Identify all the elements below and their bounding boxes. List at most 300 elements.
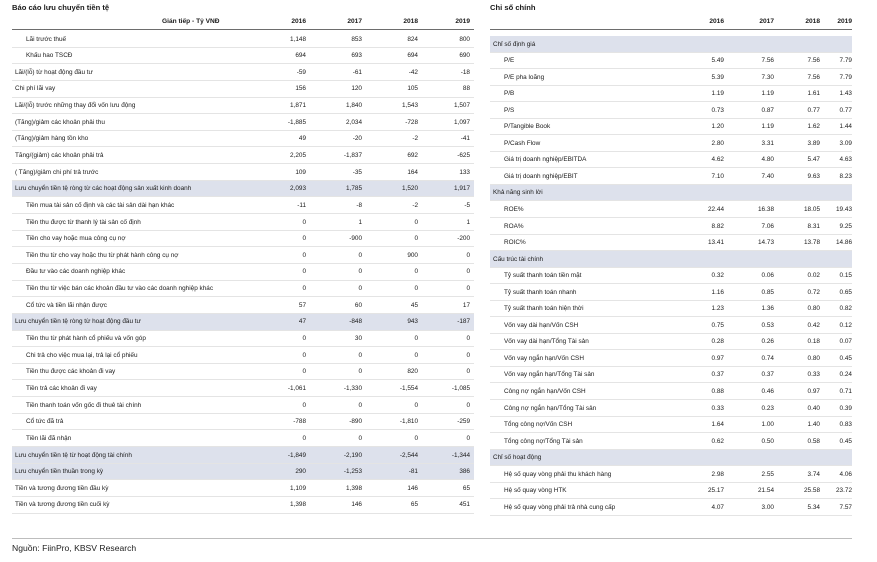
cashflow-cell-2016: 109: [295, 168, 306, 176]
ratio-cell-2016: 1.16: [711, 288, 724, 296]
cashflow-row-label: ( Tăng)/giảm chi phí trả trước: [15, 168, 99, 176]
cashflow-section-row: [12, 447, 474, 464]
cashflow-section-row: [12, 464, 474, 481]
cashflow-cell-2019: -259: [457, 418, 470, 426]
cashflow-cell-2017: 60: [354, 301, 362, 309]
cashflow-cell-2018: -42: [408, 68, 418, 76]
cashflow-cell-2017: 2,034: [346, 118, 362, 126]
cashflow-cell-2017: 0: [358, 285, 362, 293]
ratio-cell-2017: 1.19: [761, 123, 774, 131]
ratio-cell-2018: 13.78: [804, 239, 820, 247]
cashflow-cell-2019: 0: [466, 268, 470, 276]
cashflow-row-label: Tăng/(giảm) các khoản phải trả: [15, 151, 104, 159]
cashflow-cell-2017: 853: [351, 35, 362, 43]
ratio-cell-2016: 2.98: [711, 470, 724, 478]
ratio-cell-2017: 0.46: [761, 387, 774, 395]
ratio-section-row: [490, 251, 852, 268]
ratio-row: [490, 400, 852, 417]
cashflow-cell-2018: -1,810: [399, 418, 418, 426]
ratio-row: [490, 466, 852, 483]
ratio-row-label: Hệ số quay vòng phải thu khách hàng: [504, 470, 612, 478]
ratio-cell-2016: 1.23: [711, 305, 724, 313]
cashflow-cell-2018: 0: [414, 285, 418, 293]
cashflow-cell-2017: 0: [358, 368, 362, 376]
cashflow-cell-2019: 800: [459, 35, 470, 43]
ratio-row-label: P/E: [504, 57, 515, 65]
ratio-cell-2018: 1.62: [807, 123, 820, 131]
source-divider: [12, 538, 852, 539]
cashflow-row-label: Lưu chuyển tiền tệ ròng từ các hoạt động sản xuất kinh doanh: [15, 185, 192, 193]
cashflow-cell-2016: 156: [295, 85, 306, 93]
ratio-cell-2017: 3.00: [761, 503, 774, 511]
ratio-cell-2016: 8.82: [711, 222, 724, 230]
ratio-cell-2019: 0.39: [839, 404, 852, 412]
cashflow-cell-2016: 290: [295, 468, 306, 476]
ratios-rows: [490, 36, 852, 516]
ratio-cell-2018: 3.74: [807, 470, 820, 478]
ratio-cell-2017: 7.56: [761, 57, 774, 65]
cashflow-cell-2016: 2,093: [290, 185, 306, 193]
cashflow-row: [12, 114, 474, 131]
cashflow-cell-2017: 693: [351, 52, 362, 60]
ratio-row-label: P/S: [504, 106, 515, 114]
cashflow-header-label: Gián tiếp - Tỷ VNĐ: [162, 18, 220, 25]
ratio-cell-2018: 1.61: [807, 90, 820, 98]
cashflow-cell-2019: -18: [460, 68, 470, 76]
ratio-cell-2017: 4.80: [761, 156, 774, 164]
cashflow-cell-2018: -2: [412, 135, 418, 143]
ratio-row: [490, 201, 852, 218]
ratio-row-label: Công nợ ngắn hạn/Tổng Tài sản: [504, 404, 597, 412]
cashflow-row-label: Tiền và tương đương tiền cuối kỳ: [15, 501, 110, 509]
ratio-cell-2019: 23.72: [836, 487, 852, 495]
ratio-row-label: Chỉ số hoạt động: [493, 454, 542, 462]
cashflow-row: [12, 147, 474, 164]
ratio-cell-2017: 3.31: [761, 139, 774, 147]
cashflow-row: [12, 197, 474, 214]
cashflow-row: [12, 164, 474, 181]
ratio-cell-2017: 0.23: [761, 404, 774, 412]
ratio-cell-2018: 7.56: [807, 73, 820, 81]
ratio-cell-2018: 25.58: [804, 487, 820, 495]
cashflow-row: [12, 347, 474, 364]
ratio-cell-2019: 3.09: [839, 139, 852, 147]
cashflow-cell-2016: -1,061: [287, 384, 306, 392]
cashflow-title: Báo cáo lưu chuyển tiền tệ: [12, 3, 110, 12]
cashflow-cell-2016: 0: [302, 335, 306, 343]
ratios-year-2016: 2016: [709, 18, 724, 25]
ratio-cell-2018: 1.40: [807, 421, 820, 429]
cashflow-cell-2017: 120: [351, 85, 362, 93]
cashflow-cell-2019: -5: [464, 201, 470, 209]
cashflow-cell-2019: 0: [466, 401, 470, 409]
ratio-row: [490, 433, 852, 450]
ratio-cell-2018: 0.42: [807, 321, 820, 329]
cashflow-row-label: (Tăng)/giảm hàng tồn kho: [15, 135, 89, 143]
cashflow-cell-2016: 0: [302, 401, 306, 409]
cashflow-cell-2019: 88: [462, 85, 470, 93]
cashflow-cell-2019: -1,085: [451, 384, 470, 392]
ratio-row-label: ROIC%: [504, 239, 526, 247]
cashflow-year-2017: 2017: [347, 18, 362, 25]
ratio-cell-2019: 7.79: [839, 57, 852, 65]
cashflow-row-label: Tiền thu từ việc bán các khoản đầu tư vào các doanh nghiệp khác: [26, 285, 214, 293]
cashflow-cell-2018: 820: [407, 368, 418, 376]
cashflow-row-label: Tiền thu được từ thanh lý tài sản cố định: [26, 218, 141, 226]
cashflow-cell-2019: 0: [466, 434, 470, 442]
cashflow-row: [12, 48, 474, 65]
cashflow-cell-2018: -81: [408, 468, 418, 476]
ratio-row-label: ROA%: [504, 222, 524, 230]
ratio-cell-2019: 0.12: [839, 321, 852, 329]
ratio-cell-2016: 0.73: [711, 106, 724, 114]
cashflow-row-label: Chi trả cho việc mua lại, trả lại cổ phiếu: [26, 351, 138, 359]
ratio-row-label: Công nợ ngắn hạn/Vốn CSH: [504, 387, 586, 395]
cashflow-cell-2017: -848: [349, 318, 362, 326]
cashflow-row: [12, 231, 474, 248]
cashflow-cell-2016: 49: [298, 135, 306, 143]
cashflow-cell-2019: 1,507: [454, 102, 470, 110]
cashflow-cell-2018: 105: [407, 85, 418, 93]
cashflow-cell-2018: 65: [410, 501, 418, 509]
cashflow-cell-2016: 0: [302, 218, 306, 226]
ratio-row-label: P/Tangible Book: [504, 123, 551, 131]
cashflow-cell-2016: 1,398: [290, 501, 306, 509]
ratio-row: [490, 86, 852, 103]
cashflow-cell-2018: 694: [407, 52, 418, 60]
cashflow-cell-2018: 1,520: [402, 185, 418, 193]
cashflow-cell-2019: -625: [457, 151, 470, 159]
cashflow-cell-2017: 0: [358, 268, 362, 276]
ratio-cell-2016: 5.49: [711, 57, 724, 65]
cashflow-cell-2018: 45: [410, 301, 418, 309]
ratio-row: [490, 417, 852, 434]
cashflow-cell-2018: 824: [407, 35, 418, 43]
cashflow-cell-2019: -1,344: [451, 451, 470, 459]
ratio-row-label: Hệ số quay vòng HTK: [504, 487, 567, 495]
cashflow-cell-2018: -2,544: [399, 451, 418, 459]
cashflow-cell-2018: -1,554: [399, 384, 418, 392]
ratio-cell-2016: 1.20: [711, 123, 724, 131]
cashflow-cell-2017: -20: [352, 135, 362, 143]
cashflow-cell-2017: 1,840: [346, 102, 362, 110]
ratio-cell-2018: 8.31: [807, 222, 820, 230]
ratio-row-label: Tổng công nợ/Tổng Tài sản: [504, 437, 583, 445]
ratio-cell-2017: 7.40: [761, 172, 774, 180]
cashflow-cell-2016: 47: [298, 318, 306, 326]
ratio-row: [490, 268, 852, 285]
cashflow-row-label: Tiền và tương đương tiền đầu kỳ: [15, 484, 109, 492]
ratio-row-label: Hệ số quay vòng phải trả nhà cung cấp: [504, 503, 616, 511]
cashflow-cell-2016: 0: [302, 268, 306, 276]
cashflow-cell-2016: 0: [302, 251, 306, 259]
ratio-cell-2017: 1.19: [761, 90, 774, 98]
ratio-cell-2019: 0.71: [839, 387, 852, 395]
cashflow-row-label: Chi phí lãi vay: [15, 85, 56, 93]
ratio-cell-2017: 16.38: [758, 205, 774, 213]
ratio-cell-2016: 0.88: [711, 387, 724, 395]
ratio-cell-2016: 13.41: [708, 239, 724, 247]
ratio-cell-2016: 0.62: [711, 437, 724, 445]
cashflow-row: [12, 480, 474, 497]
cashflow-cell-2016: 57: [298, 301, 306, 309]
cashflow-cell-2016: 2,205: [290, 151, 306, 159]
cashflow-cell-2016: 1,109: [290, 484, 306, 492]
cashflow-row-label: Tiền cho vay hoặc mua công cụ nợ: [26, 235, 126, 243]
ratio-cell-2019: 8.23: [839, 172, 852, 180]
cashflow-cell-2016: -59: [296, 68, 306, 76]
ratio-cell-2017: 1.00: [761, 421, 774, 429]
cashflow-cell-2019: 0: [466, 368, 470, 376]
cashflow-cell-2016: -1,849: [287, 451, 306, 459]
cashflow-cell-2016: -788: [293, 418, 306, 426]
cashflow-cell-2016: 0: [302, 235, 306, 243]
cashflow-year-2018: 2018: [403, 18, 418, 25]
ratio-cell-2019: 4.63: [839, 156, 852, 164]
cashflow-cell-2019: 133: [459, 168, 470, 176]
cashflow-cell-2018: 0: [414, 434, 418, 442]
cashflow-cell-2019: -187: [457, 318, 470, 326]
ratio-cell-2018: 0.80: [807, 354, 820, 362]
cashflow-header: [12, 14, 474, 30]
cashflow-section-row: [12, 181, 474, 198]
ratio-row: [490, 284, 852, 301]
ratio-cell-2016: 0.33: [711, 404, 724, 412]
ratio-cell-2019: 0.83: [839, 421, 852, 429]
ratios-year-2017: 2017: [759, 18, 774, 25]
cashflow-row-label: Cổ tức đã trả: [26, 418, 64, 426]
cashflow-cell-2019: -41: [460, 135, 470, 143]
cashflow-year-2016: 2016: [291, 18, 306, 25]
cashflow-cell-2018: 0: [414, 335, 418, 343]
cashflow-cell-2018: 146: [407, 484, 418, 492]
cashflow-row-label: Tiền thu từ cho vay hoặc thu từ phát hành công cụ nợ: [26, 251, 179, 259]
ratio-cell-2019: 0.45: [839, 354, 852, 362]
ratio-row-label: Vốn vay ngắn hạn/Tổng Tài sản: [504, 371, 595, 379]
cashflow-cell-2017: -890: [349, 418, 362, 426]
cashflow-row-label: Lãi/(lỗ) trước những thay đổi vốn lưu động: [15, 102, 136, 110]
ratio-row: [490, 499, 852, 516]
cashflow-row: [12, 414, 474, 431]
cashflow-cell-2019: 451: [459, 501, 470, 509]
cashflow-row: [12, 64, 474, 81]
cashflow-row-label: Lưu chuyển tiền thuần trong kỳ: [15, 468, 104, 476]
ratio-row-label: Cấu trúc tài chính: [493, 255, 544, 263]
cashflow-row-label: Tiền thu được các khoản đi vay: [26, 368, 116, 376]
cashflow-row: [12, 131, 474, 148]
ratio-cell-2016: 22.44: [708, 205, 724, 213]
ratios-year-2019: 2019: [837, 18, 852, 25]
ratio-cell-2018: 0.33: [807, 371, 820, 379]
cashflow-cell-2017: -35: [352, 168, 362, 176]
ratio-row: [490, 235, 852, 252]
ratio-cell-2017: 7.30: [761, 73, 774, 81]
ratio-cell-2016: 7.10: [711, 172, 724, 180]
ratio-cell-2019: 14.86: [836, 239, 852, 247]
cashflow-cell-2016: 0: [302, 368, 306, 376]
cashflow-cell-2019: 1,917: [454, 185, 470, 193]
cashflow-cell-2017: 30: [354, 335, 362, 343]
ratio-row-label: Vốn vay dài hạn/Vốn CSH: [504, 321, 579, 329]
cashflow-row: [12, 497, 474, 514]
cashflow-row: [12, 397, 474, 414]
cashflow-cell-2016: 0: [302, 434, 306, 442]
cashflow-cell-2017: -1,837: [343, 151, 362, 159]
ratio-cell-2017: 0.50: [761, 437, 774, 445]
ratio-cell-2019: 0.24: [839, 371, 852, 379]
cashflow-cell-2018: -2: [412, 201, 418, 209]
ratio-cell-2018: 9.63: [807, 172, 820, 180]
cashflow-cell-2016: 694: [295, 52, 306, 60]
ratio-cell-2019: 0.65: [839, 288, 852, 296]
cashflow-row: [12, 331, 474, 348]
ratio-cell-2018: 0.72: [807, 288, 820, 296]
ratio-row-label: Giá trị doanh nghiệp/EBITDA: [504, 156, 587, 164]
ratio-cell-2017: 14.73: [758, 239, 774, 247]
cashflow-year-2019: 2019: [455, 18, 470, 25]
ratio-row: [490, 383, 852, 400]
ratio-cell-2017: 0.06: [761, 272, 774, 280]
ratio-row: [490, 367, 852, 384]
cashflow-cell-2017: -2,190: [343, 451, 362, 459]
cashflow-cell-2016: -1,885: [287, 118, 306, 126]
ratios-year-2018: 2018: [805, 18, 820, 25]
ratio-section-row: [490, 36, 852, 53]
ratio-cell-2016: 0.32: [711, 272, 724, 280]
cashflow-row: [12, 31, 474, 48]
cashflow-row-label: Lãi/(lỗ) từ hoạt động đầu tư: [15, 68, 93, 76]
ratio-cell-2017: 0.74: [761, 354, 774, 362]
cashflow-cell-2017: 0: [358, 351, 362, 359]
ratio-row: [490, 334, 852, 351]
ratio-row-label: Chỉ số định giá: [493, 40, 536, 48]
ratio-row: [490, 69, 852, 86]
cashflow-row-label: Lưu chuyển tiền tệ ròng từ hoạt động đầu tư: [15, 318, 141, 326]
ratio-cell-2019: 7.57: [839, 503, 852, 511]
ratio-cell-2019: 4.06: [839, 470, 852, 478]
ratio-cell-2019: 1.43: [839, 90, 852, 98]
ratio-cell-2017: 0.53: [761, 321, 774, 329]
cashflow-cell-2018: -728: [405, 118, 418, 126]
ratio-cell-2016: 0.37: [711, 371, 724, 379]
ratio-row-label: Vốn vay dài hạn/Tổng Tài sản: [504, 338, 589, 346]
cashflow-rows: [12, 31, 474, 514]
ratio-cell-2018: 5.34: [807, 503, 820, 511]
ratio-row: [490, 483, 852, 500]
ratio-row-label: Tổng công nợ/Vốn CSH: [504, 421, 573, 429]
ratio-row-label: ROE%: [504, 205, 524, 213]
ratio-cell-2017: 0.37: [761, 371, 774, 379]
cashflow-row-label: Tiền trả các khoản đi vay: [26, 384, 97, 392]
ratio-cell-2017: 1.36: [761, 305, 774, 313]
ratio-cell-2016: 0.97: [711, 354, 724, 362]
cashflow-cell-2017: 0: [358, 434, 362, 442]
ratio-row-label: Tỷ suất thanh toán tiền mặt: [504, 272, 582, 280]
ratio-row-label: P/B: [504, 90, 515, 98]
cashflow-row-label: Đầu tư vào các doanh nghiệp khác: [26, 268, 126, 276]
ratio-row: [490, 168, 852, 185]
cashflow-cell-2019: 1: [466, 218, 470, 226]
cashflow-cell-2016: -11: [297, 201, 306, 209]
cashflow-cell-2017: -8: [356, 201, 362, 209]
ratio-cell-2017: 2.55: [761, 470, 774, 478]
ratio-cell-2017: 0.26: [761, 338, 774, 346]
cashflow-row: [12, 214, 474, 231]
cashflow-cell-2018: 692: [407, 151, 418, 159]
ratio-row: [490, 218, 852, 235]
ratio-cell-2016: 4.62: [711, 156, 724, 164]
cashflow-cell-2017: 1,398: [346, 484, 362, 492]
ratio-row-label: P/E pha loãng: [504, 73, 545, 81]
cashflow-row-label: (Tăng)/giảm các khoản phải thu: [15, 118, 105, 126]
cashflow-cell-2019: 386: [459, 468, 470, 476]
ratio-cell-2018: 0.18: [807, 338, 820, 346]
cashflow-cell-2016: 0: [302, 351, 306, 359]
cashflow-cell-2018: 900: [407, 251, 418, 259]
cashflow-row-label: Tiền lãi đã nhận: [26, 434, 72, 442]
ratio-cell-2019: 0.45: [839, 437, 852, 445]
cashflow-cell-2016: 1,148: [290, 35, 306, 43]
ratio-cell-2018: 0.80: [807, 305, 820, 313]
cashflow-cell-2018: 0: [414, 351, 418, 359]
ratio-cell-2016: 25.17: [708, 487, 724, 495]
cashflow-cell-2019: -200: [457, 235, 470, 243]
ratio-row-label: Tỷ suất thanh toán hiện thời: [504, 305, 584, 313]
ratio-row: [490, 135, 852, 152]
cashflow-cell-2018: 1,543: [402, 102, 418, 110]
ratio-cell-2016: 0.28: [711, 338, 724, 346]
cashflow-cell-2017: -1,330: [343, 384, 362, 392]
cashflow-cell-2017: 146: [351, 501, 362, 509]
cashflow-cell-2016: 0: [302, 285, 306, 293]
ratio-row: [490, 102, 852, 119]
ratio-cell-2018: 0.02: [807, 272, 820, 280]
ratio-cell-2016: 2.80: [711, 139, 724, 147]
cashflow-row-label: Lãi trước thuế: [26, 35, 67, 43]
cashflow-row: [12, 264, 474, 281]
cashflow-row: [12, 247, 474, 264]
ratio-row: [490, 350, 852, 367]
ratio-cell-2016: 1.64: [711, 421, 724, 429]
cashflow-cell-2017: -900: [349, 235, 362, 243]
cashflow-cell-2019: 0: [466, 351, 470, 359]
ratio-row-label: P/Cash Flow: [504, 139, 541, 147]
ratio-row-label: Giá trị doanh nghiệp/EBIT: [504, 172, 578, 180]
ratio-cell-2016: 0.75: [711, 321, 724, 329]
cashflow-cell-2017: 0: [358, 251, 362, 259]
ratio-cell-2019: 0.15: [839, 272, 852, 280]
ratio-row: [490, 152, 852, 169]
cashflow-cell-2018: 164: [407, 168, 418, 176]
ratio-section-row: [490, 185, 852, 202]
ratio-section-row: [490, 450, 852, 467]
ratio-cell-2019: 1.44: [839, 123, 852, 131]
cashflow-row-label: Lưu chuyển tiền tệ từ hoạt động tài chính: [15, 451, 132, 459]
cashflow-row: [12, 364, 474, 381]
cashflow-cell-2019: 65: [462, 484, 470, 492]
ratio-cell-2016: 4.07: [711, 503, 724, 511]
cashflow-row-label: Tiền thu từ phát hành cổ phiếu và vốn góp: [26, 335, 146, 343]
ratio-cell-2016: 1.19: [711, 90, 724, 98]
ratio-cell-2017: 0.85: [761, 288, 774, 296]
ratio-cell-2017: 7.06: [761, 222, 774, 230]
cashflow-row-label: Khấu hao TSCĐ: [26, 52, 73, 60]
cashflow-cell-2018: 0: [414, 218, 418, 226]
ratio-row-label: Tỷ suất thanh toán nhanh: [504, 288, 577, 296]
ratio-cell-2016: 5.39: [711, 73, 724, 81]
ratio-row: [490, 301, 852, 318]
ratio-cell-2018: 0.97: [807, 387, 820, 395]
